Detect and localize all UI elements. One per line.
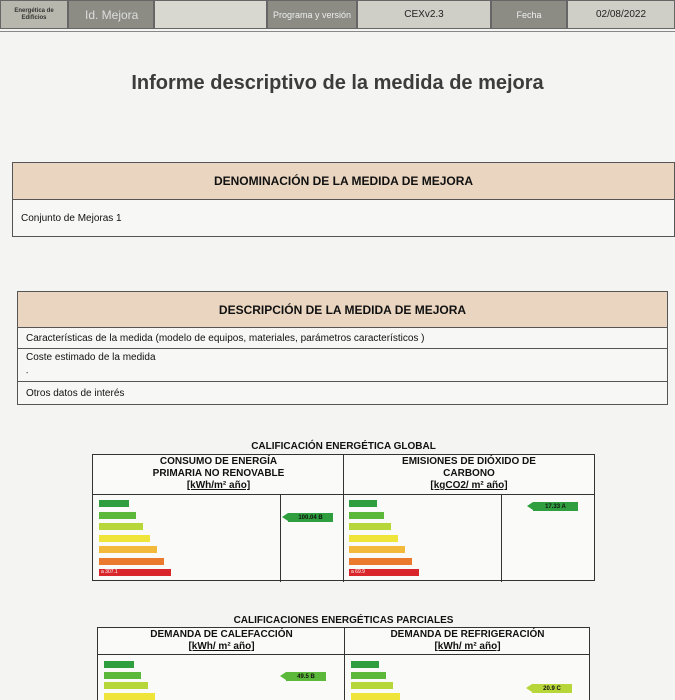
logo bbox=[0, 0, 68, 29]
rating-bar-1 bbox=[351, 672, 386, 679]
rating-bar-2 bbox=[349, 523, 391, 530]
rating-bar-0 bbox=[349, 500, 377, 507]
rating-bar-2 bbox=[351, 682, 393, 689]
parciales-right-unit: [kWh/ m² año] bbox=[434, 641, 501, 652]
global-left-unit: [kWh/m² año] bbox=[186, 480, 251, 491]
rating-bar-0 bbox=[351, 661, 379, 668]
rating-bar-3 bbox=[104, 693, 155, 700]
rating-bar-0 bbox=[99, 500, 129, 507]
rating-bar-1 bbox=[104, 672, 141, 679]
parciales-left-unit: [kWh/ m² año] bbox=[188, 641, 255, 652]
parciales-left-header bbox=[98, 628, 345, 655]
program-label: Programa y versión bbox=[267, 0, 357, 29]
descripcion-row-otros: Otros datos de interés bbox=[26, 387, 125, 399]
rating-bar-0 bbox=[104, 661, 134, 668]
parciales-center-divider bbox=[344, 628, 345, 700]
parciales-left-heading: DEMANDA DE CALEFACCIÓN bbox=[150, 629, 293, 640]
id-mejora-value bbox=[154, 0, 267, 29]
parciales-right-heading: DEMANDA DE REFRIGERACIÓN bbox=[390, 629, 545, 640]
global-right-indicator: 17.33 A bbox=[533, 502, 578, 511]
descripcion-heading: DESCRIPCIÓN DE LA MEDIDA DE MEJORA bbox=[18, 292, 667, 328]
logo-text: Energética de Edificios bbox=[14, 7, 54, 21]
global-right-unit: [kgCO2/ m² año] bbox=[430, 480, 508, 491]
global-right-line1: EMISIONES DE DIÓXIDO DE bbox=[402, 456, 536, 467]
rating-bar-3 bbox=[349, 535, 398, 542]
parciales-right-header bbox=[345, 628, 590, 655]
rating-bar-2 bbox=[104, 682, 148, 689]
global-table bbox=[92, 454, 595, 581]
rating-bar-4 bbox=[99, 546, 157, 553]
descripcion-row-coste: Coste estimado de la medida bbox=[26, 351, 156, 363]
global-left-line2: PRIMARIA NO RENOVABLE bbox=[152, 468, 285, 479]
parciales-left-indicator: 49.5 B bbox=[286, 672, 326, 681]
descripcion-box bbox=[17, 291, 668, 405]
global-title: CALIFICACIÓN ENERGÉTICA GLOBAL bbox=[251, 441, 436, 452]
global-center-divider bbox=[343, 455, 344, 582]
program-value: CEXv2.3 bbox=[357, 0, 491, 29]
rating-bar-2 bbox=[99, 523, 143, 530]
date-label: Fecha bbox=[491, 0, 567, 29]
global-right-divider bbox=[501, 495, 502, 582]
header-divider bbox=[0, 31, 675, 32]
global-left-indicator: 100.04 B bbox=[288, 513, 333, 522]
rating-bar-3 bbox=[99, 535, 150, 542]
global-left-line1: CONSUMO DE ENERGÍA bbox=[159, 456, 278, 467]
parciales-table bbox=[97, 627, 590, 700]
rating-bar-3 bbox=[351, 693, 400, 700]
global-right-header bbox=[344, 455, 594, 495]
rating-bar-1 bbox=[99, 512, 136, 519]
report-header bbox=[0, 0, 675, 30]
rating-bar-5 bbox=[99, 558, 164, 565]
descripcion-row-coste-value: - bbox=[18, 365, 667, 382]
global-left-divider bbox=[280, 495, 281, 582]
id-mejora-label: Id. Mejora bbox=[68, 0, 154, 29]
denominacion-heading: DENOMINACIÓN DE LA MEDIDA DE MEJORA bbox=[13, 163, 674, 200]
denominacion-value: Conjunto de Mejoras 1 bbox=[21, 212, 122, 224]
page-title: Informe descriptivo de la medida de mejora bbox=[131, 72, 544, 94]
rating-bar-6: a 69.9 bbox=[349, 569, 419, 576]
global-left-header bbox=[93, 455, 344, 495]
parciales-title: CALIFICACIONES ENERGÉTICAS PARCIALES bbox=[233, 615, 454, 626]
descripcion-row-caracteristicas: Características de la medida (modelo de equipos, materiales, parámetros característicos ) bbox=[18, 328, 667, 349]
date-value: 02/08/2022 bbox=[567, 0, 675, 29]
denominacion-box bbox=[12, 162, 675, 237]
rating-bar-1 bbox=[349, 512, 384, 519]
rating-bar-4 bbox=[349, 546, 405, 553]
parciales-right-indicator: 20.9 C bbox=[532, 684, 572, 693]
rating-bar-5 bbox=[349, 558, 412, 565]
rating-bar-6: a 307.1 bbox=[99, 569, 171, 576]
global-right-line2: CARBONO bbox=[443, 468, 495, 479]
